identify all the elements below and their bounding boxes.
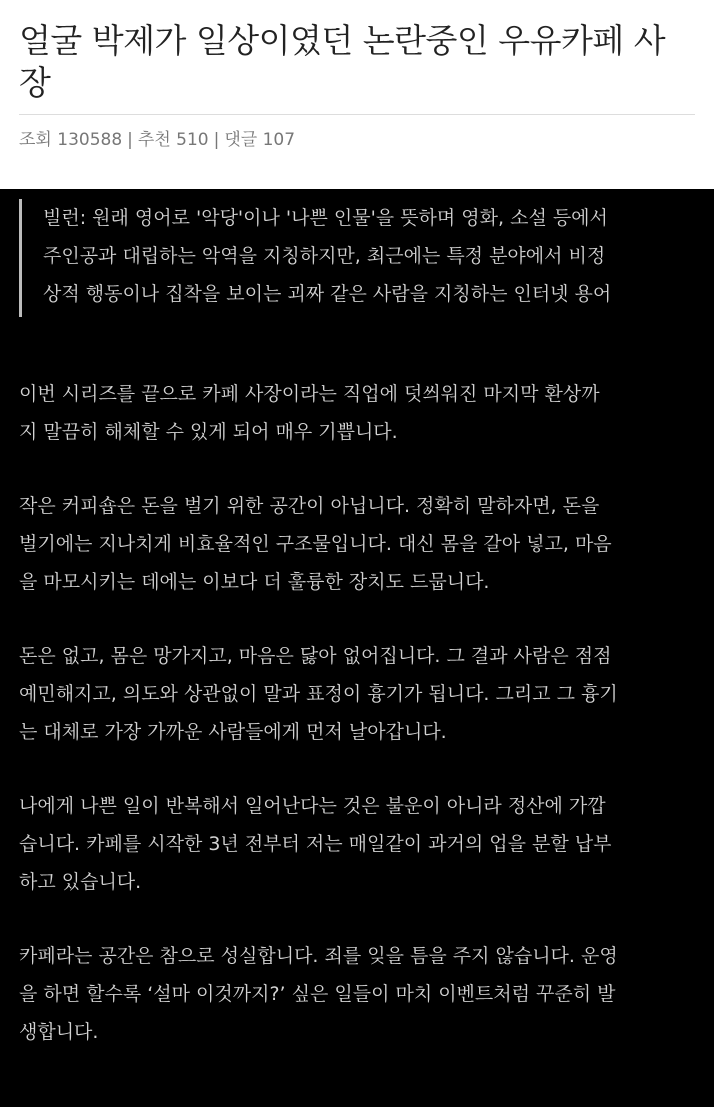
paragraph-line: 예민해지고, 의도와 상관없이 말과 표정이 흉기가 됩니다. 그리고 그 흉기 [19, 683, 618, 705]
paragraph-line: 을 하면 할수록 ‘설마 이것까지?’ 싶은 일들이 마치 이벤트처럼 꾸준히 발 [19, 983, 616, 1005]
paragraph [19, 487, 695, 601]
quote-line: 빌런: 원래 영어로 '악당'이나 '나쁜 인물'을 뜻하며 영화, 소설 등에서 [43, 207, 608, 229]
paragraph-line: 지 말끔히 해체할 수 있게 되어 매우 기쁩니다. [19, 421, 398, 443]
paragraph-line: 이번 시리즈를 끝으로 카페 사장이라는 직업에 덧씌워진 마지막 환상까 [19, 383, 600, 405]
paragraph [19, 937, 695, 1051]
paragraph [19, 637, 695, 751]
quote-line: 주인공과 대립하는 악역을 지칭하지만, 최근에는 특정 분야에서 비정 [43, 245, 606, 267]
post-meta [19, 128, 695, 152]
paragraph-line: 습니다. 카페를 시작한 3년 전부터 저는 매일같이 과거의 업을 분할 납부 [19, 833, 612, 855]
meta-separator: | [127, 130, 133, 150]
paragraph-line: 돈은 없고, 몸은 망가지고, 마음은 닳아 없어집니다. 그 결과 사람은 점점 [19, 645, 612, 667]
paragraph-line: 벌기에는 지나치게 비효율적인 구조물입니다. 대신 몸을 갈아 넣고, 마음 [19, 533, 612, 555]
post-header [0, 0, 714, 189]
post-title: 얼굴 박제가 일상이였던 논란중인 우유카페 사장 [19, 21, 666, 102]
paragraph [19, 375, 695, 451]
paragraph-line: 하고 있습니다. [19, 871, 142, 893]
view-count: 조회 130588 [19, 130, 123, 150]
paragraph-line: 작은 커피숍은 돈을 벌기 위한 공간이 아닙니다. 정확히 말하자면, 돈을 [19, 495, 600, 517]
meta-separator: | [213, 130, 220, 150]
comment-count: 댓글 107 [224, 130, 296, 150]
paragraph-line: 는 대체로 가장 가까운 사람들에게 먼저 날아갑니다. [19, 721, 447, 743]
quote-line: 상적 행동이나 집착을 보이는 괴짜 같은 사람을 지칭하는 인터넷 용어 [43, 283, 612, 305]
recommend-count: 추천 510 [137, 130, 209, 150]
paragraph [19, 787, 695, 901]
paragraph-line: 을 마모시키는 데에는 이보다 더 훌륭한 장치도 드뭅니다. [19, 571, 490, 593]
paragraph-line: 나에게 나쁜 일이 반복해서 일어난다는 것은 불운이 아니라 정산에 가깝 [19, 795, 606, 817]
paragraph-line: 생합니다. [19, 1021, 99, 1043]
post-body [0, 199, 714, 1051]
paragraph-line: 카페라는 공간은 참으로 성실합니다. 죄를 잊을 틈을 주지 않습니다. 운영 [19, 945, 618, 967]
title-divider [19, 114, 695, 115]
definition-quote [19, 199, 695, 317]
